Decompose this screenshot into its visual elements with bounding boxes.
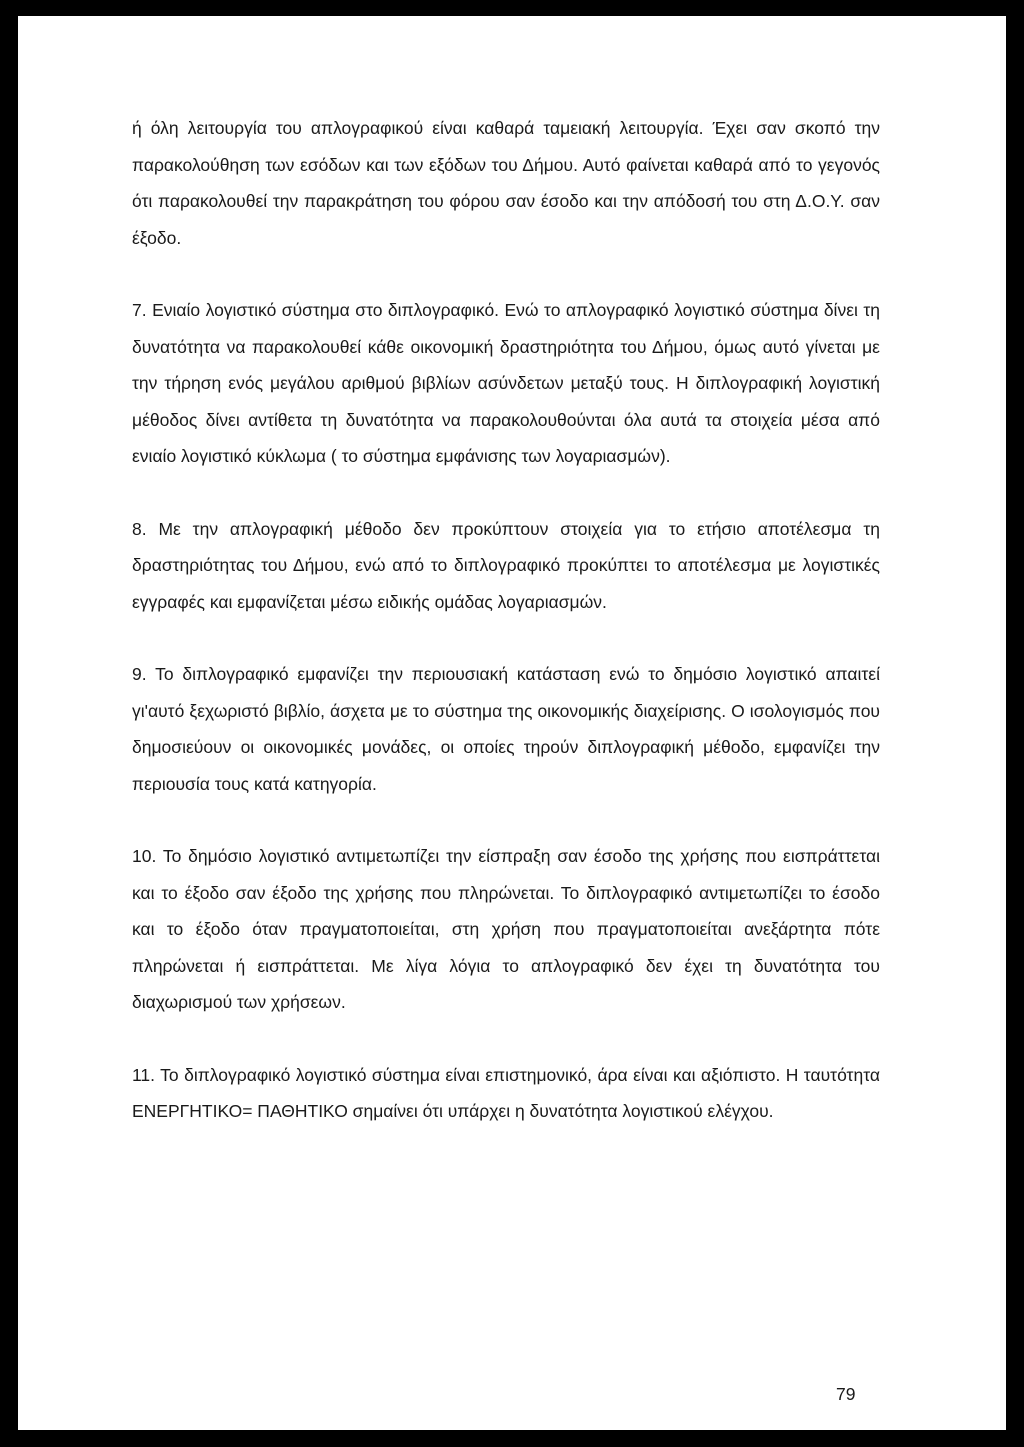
paragraph-gap xyxy=(132,802,880,838)
paragraph-cash-function: ή όλη λειτουργία του απλογραφικού είναι καθαρά ταμειακή λειτουργία. Έχει σαν σκοπό την παρακολούθηση των εσόδων και των εξόδων του Δήμου. Αυτό φαίνεται καθαρά από το γεγονός ότι παρακολουθεί την παρακράτηση του φόρου σαν έσοδο και την απόδοσή του στη Δ.Ο.Υ. σαν έξοδο. xyxy=(132,118,880,248)
paragraph-gap xyxy=(132,256,880,292)
paragraph-item-10: 10. Το δημόσιο λογιστικό αντιμετωπίζει την είσπραξη σαν έσοδο της χρήσης που εισπράττεται και το έξοδο σαν έξοδο της χρήσης που πληρώνεται. Το διπλογραφικό αντιμετωπίζει το έσοδο και το έξοδο όταν πραγματοποιείται, στη χρήση που πραγματοποιείται ανεξάρτητα πότε πληρώνεται ή εισπράττεται. Με λίγα λόγια το απλογραφικό δεν έχει τη δυνατότητα του διαχωρισμού των χρήσεων. xyxy=(132,846,880,1012)
document-page xyxy=(18,16,1006,1430)
page-body xyxy=(132,110,880,1130)
paragraph-item-11: 11. Το διπλογραφικό λογιστικό σύστημα είναι επιστημονικό, άρα είναι και αξιόπιστο. Η ταυτότητα ΕΝΕΡΓΗΤΙΚΟ= ΠΑΘΗΤΙΚΟ σημαίνει ότι υπάρχει η δυνατότητα λογιστικού ελέγχου. xyxy=(132,1064,880,1121)
page-number: 79 xyxy=(836,1384,856,1404)
paragraph-gap xyxy=(132,1021,880,1057)
paragraph-gap xyxy=(132,620,880,656)
paragraph-item-9: 9. Το διπλογραφικό εμφανίζει την περιουσιακή κατάσταση ενώ το δημόσιο λογιστικό απαιτεί γι'αυτό ξεχωριστό βιβλίο, άσχετα με το σύστημα της οικονομικής διαχείρισης. Ο ισολογισμός που δημοσιεύουν οι οικονομικές μονάδες, οι οποίες τηρούν διπλογραφική μέθοδο, εμφανίζει την περιουσία τους κατά κατηγορία. xyxy=(132,664,880,794)
paragraph-item-7: 7. Ενιαίο λογιστικό σύστημα στο διπλογραφικό. Ενώ το απλογραφικό λογιστικό σύστημα δίνει τη δυνατότητα να παρακολουθεί κάθε οικονομική δραστηριότητα του Δήμου, όμως αυτό γίνεται με την τήρηση ενός μεγάλου αριθμού βιβλίων ασύνδετων μεταξύ τους. Η διπλογραφική λογιστική μέθοδος δίνει αντίθετα τη δυνατότητα να παρακολουθούνται όλα αυτά τα στοιχεία μέσα από ενιαίο λογιστικό κύκλωμα ( το σύστημα εμφάνισης των λογαριασμών). xyxy=(132,300,880,466)
paragraph-item-8: 8. Με την απλογραφική μέθοδο δεν προκύπτουν στοιχεία για το ετήσιο αποτέλεσμα τη δραστηριότητας του Δήμου, ενώ από το διπλογραφικό προκύπτει το αποτέλεσμα με λογιστικές εγγραφές και εμφανίζεται μέσω ειδικής ομάδας λογαριασμών. xyxy=(132,518,880,612)
paragraph-gap xyxy=(132,475,880,511)
